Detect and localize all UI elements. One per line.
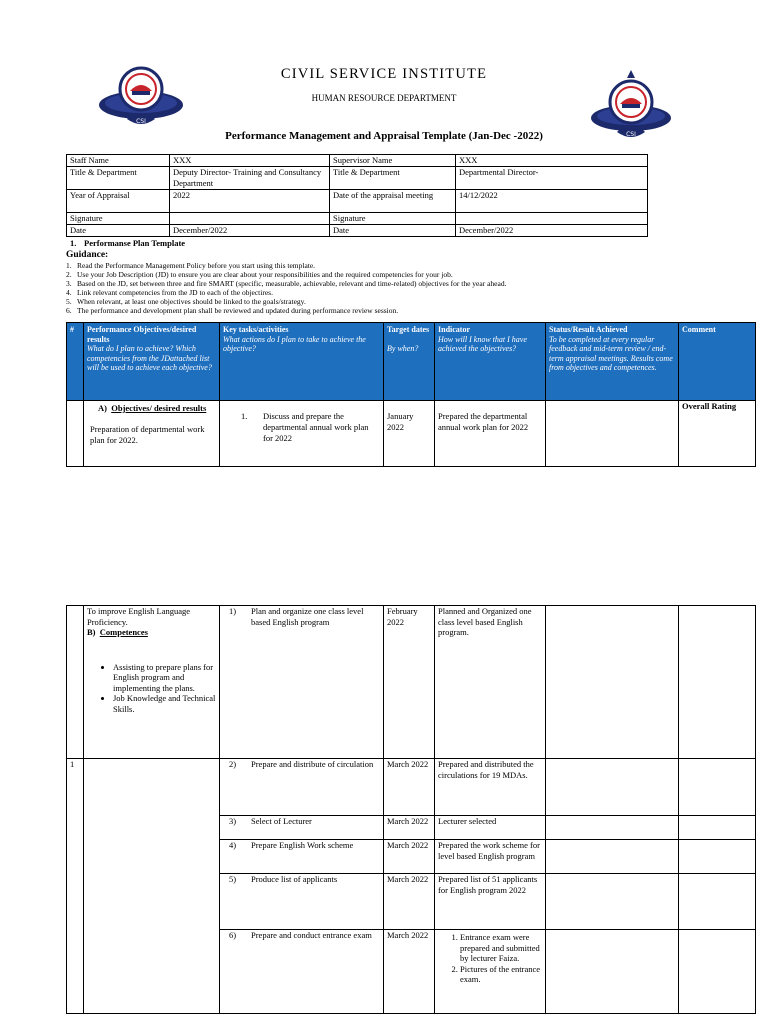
status-cell: [546, 874, 679, 930]
status-cell: [546, 840, 679, 874]
indicator-cell: Lecturer selected: [435, 816, 546, 840]
guidance-title: Guidance:: [66, 250, 109, 260]
objective-cell: [84, 759, 220, 1014]
comment-cell: [679, 759, 756, 816]
indicator-cell: Prepared and distributed the circulations for 19 MDAs.: [435, 759, 546, 816]
info-cell: 14/12/2022: [456, 190, 648, 213]
status-cell: [546, 401, 679, 467]
info-cell: Year of Appraisal: [67, 190, 170, 213]
info-cell: [170, 213, 330, 225]
task-cell: 4) Prepare English Work scheme: [220, 840, 384, 874]
document-title: Performance Management and Appraisal Template (Jan-Dec -2022): [225, 130, 543, 142]
comment-cell: [679, 874, 756, 930]
info-cell: December/2022: [456, 225, 648, 237]
indicator-cell: Prepared list of 51 applicants for English program 2022: [435, 874, 546, 930]
header-objectives: Performance Objectives/desired results What do I plan to achieve? Which competencies from the JDattached list will be used to achieve each objective?: [84, 323, 220, 401]
header-indicator: Indicator How will I know that I have achieved the objectives?: [435, 323, 546, 401]
status-cell: [546, 816, 679, 840]
task-cell: 1. Discuss and prepare the departmental annual work plan for 2022: [220, 401, 384, 467]
info-cell: Departmental Director-: [456, 167, 648, 190]
list-item: 1. Entrance exam were prepared and submitted by lecturer Faiza.: [460, 932, 542, 964]
table-cell: [67, 401, 84, 467]
list-item: • Assisting to prepare plans for English program and implementing the plans.: [113, 662, 216, 694]
list-item: 2. Use your Job Description (JD) to ensure you are clear about your responsibilities and the required competencies for your job.: [66, 269, 453, 279]
header-tasks: Key tasks/activities What actions do I plan to take to achieve the objective?: [220, 323, 384, 401]
header-num: #: [67, 323, 84, 401]
header-dates: Target dates By when?: [384, 323, 435, 401]
info-cell: Date: [330, 225, 456, 237]
status-cell: [546, 759, 679, 816]
list-item: 3. Based on the JD, set between three and fire SMART (specific, measurable, achievable, relevant and time-related) objectives for the year ahead.: [66, 278, 507, 288]
objective-cell: To improve English Language Proficiency. B) Competences • Assisting to prepare plans for English program and implementing the plans. • Job Knowledge and Technical Skills.: [84, 606, 220, 759]
comment-cell: [679, 816, 756, 840]
info-cell: December/2022: [170, 225, 330, 237]
date-cell: March 2022: [384, 840, 435, 874]
status-cell: [546, 930, 679, 1014]
info-cell: Date of the appraisal meeting: [330, 190, 456, 213]
info-cell: Deputy Director- Training and Consultancy Department: [170, 167, 330, 190]
institute-name: CIVIL SERVICE INSTITUTE: [280, 66, 488, 82]
status-cell: [546, 606, 679, 759]
list-item: 2. Pictures of the entrance exam.: [460, 964, 542, 985]
indicator-cell: Prepared the work scheme for level based English program: [435, 840, 546, 874]
comment-cell: [679, 930, 756, 1014]
guidance-list: [66, 262, 666, 315]
info-cell: [456, 213, 648, 225]
header-comment: Comment: [679, 323, 756, 401]
date-cell: February 2022: [384, 606, 435, 759]
date-cell: March 2022: [384, 759, 435, 816]
info-cell: Signature: [67, 213, 170, 225]
indicator-cell: [435, 930, 546, 1014]
info-cell: Supervisor Name: [330, 155, 456, 167]
date-cell: March 2022: [384, 874, 435, 930]
indicator-cell: Prepared the departmental annual work plan for 2022: [435, 401, 546, 467]
indicator-cell: Planned and Organized one class level based English program.: [435, 606, 546, 759]
task-cell: 6) Prepare and conduct entrance exam: [220, 930, 384, 1014]
task-cell: 5) Produce list of applicants: [220, 874, 384, 930]
comment-cell: Overall Rating: [679, 401, 756, 467]
info-cell: Title & Department: [67, 167, 170, 190]
header-status: Status/Result Achieved To be completed at every regular feedback and mid-term review / end-term appraisal meetings. Results come from objectives and competences.: [546, 323, 679, 401]
list-item: 6. The performance and development plan shall be reviewed and updated during performance review session.: [66, 305, 399, 315]
svg-text:CSI: CSI: [626, 131, 636, 138]
info-cell: 2022: [170, 190, 330, 213]
task-cell: 2) Prepare and distribute of circulation: [220, 759, 384, 816]
objective-cell: A) Objectives/ desired results Preparation of departmental work plan for 2022.: [84, 401, 220, 467]
info-cell: Title & Department: [330, 167, 456, 190]
date-cell: January 2022: [384, 401, 435, 467]
staff-info-table: [66, 154, 648, 237]
task-cell: 3) Select of Lecturer: [220, 816, 384, 840]
list-item: • Job Knowledge and Technical Skills.: [113, 693, 216, 714]
performance-plan-table-continued: [66, 605, 756, 1014]
list-item: 5. When relevant, at least one objectives should be linked to the goals/strategy.: [66, 296, 306, 306]
table-cell: [67, 606, 84, 759]
comment-cell: [679, 606, 756, 759]
date-cell: March 2022: [384, 930, 435, 1014]
info-cell: Signature: [330, 213, 456, 225]
info-cell: Staff Name: [67, 155, 170, 167]
info-cell: Date: [67, 225, 170, 237]
department-name: HUMAN RESOURCE DEPARTMENT: [311, 93, 457, 103]
svg-text:CSI: CSI: [136, 118, 146, 125]
info-cell: XXX: [170, 155, 330, 167]
comment-cell: [679, 840, 756, 874]
row-number: 1: [67, 759, 84, 1014]
date-cell: March 2022: [384, 816, 435, 840]
csi-logo-left: [97, 57, 185, 137]
performance-plan-table: [66, 322, 756, 467]
info-cell: XXX: [456, 155, 648, 167]
list-item: 4. Link relevant competencies from the JD to each of the objectires.: [66, 287, 273, 297]
section-heading: 1. Performanse Plan Template: [70, 238, 186, 248]
list-item: 1. Read the Performance Management Policy before you start using this template.: [66, 261, 316, 270]
task-cell: 1) Plan and organize one class level based English program: [220, 606, 384, 759]
